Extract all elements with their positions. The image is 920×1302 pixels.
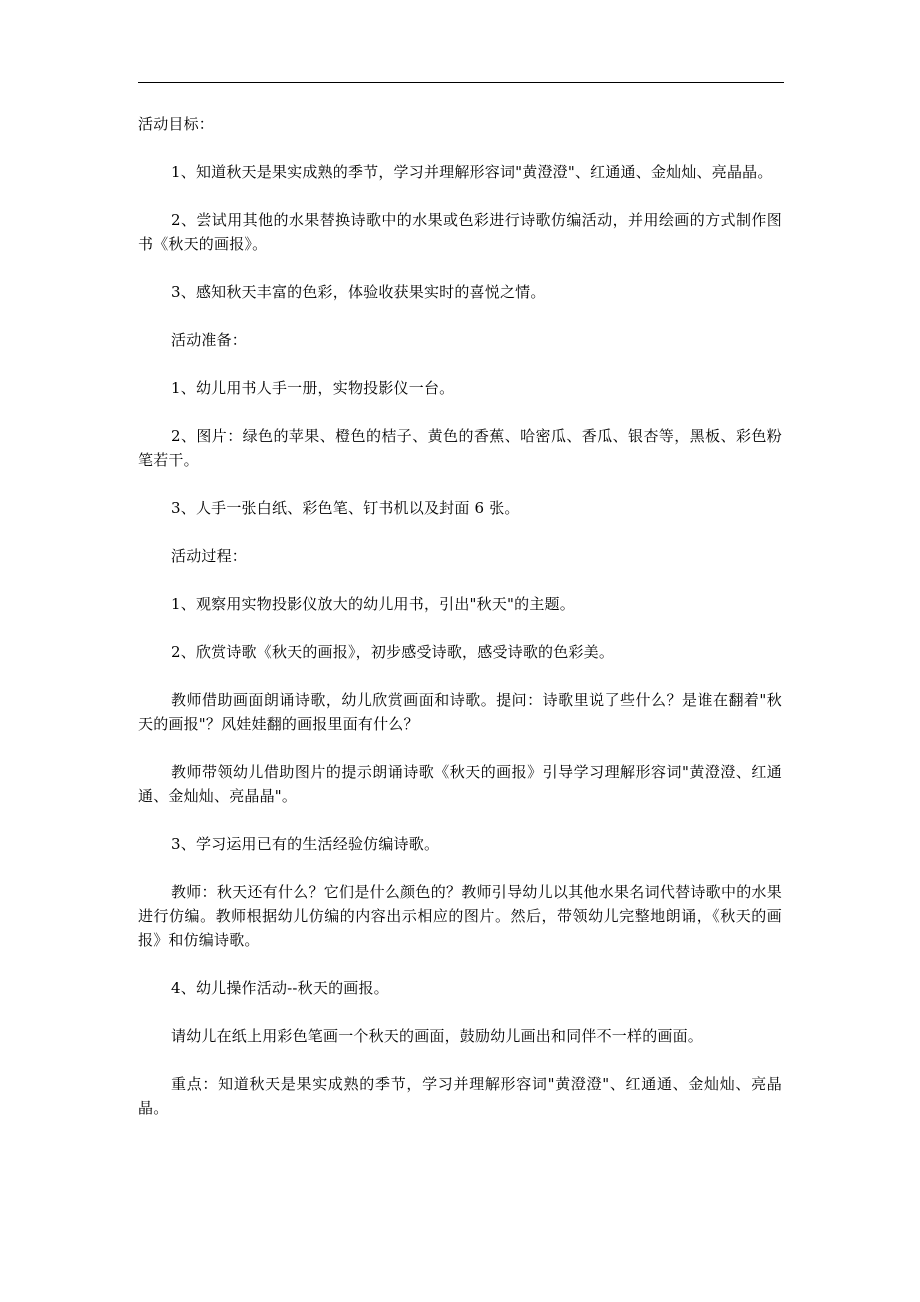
process-paragraph-8: 请幼儿在纸上用彩色笔画一个秋天的画面，鼓励幼儿画出和同伴不一样的画面。 (171, 1027, 704, 1045)
process-paragraph-6: 教师：秋天还有什么？它们是什么颜色的？教师引导幼儿以其他水果名词代替诗歌中的水果进行仿编。教师根据幼儿仿编的内容出示相应的图片。然后，带领幼儿完整地朗诵，《秋天的画报》和仿编诗歌。 (138, 883, 782, 949)
process-paragraph-4: 教师带领幼儿借助图片的提示朗诵诗歌《秋天的画报》引导学习理解形容词"黄澄澄、红通通、金灿灿、亮晶晶"。 (138, 763, 782, 805)
document-body (138, 112, 782, 1144)
process-paragraph-1: 1、观察用实物投影仪放大的幼儿用书，引出"秋天"的主题。 (171, 595, 575, 613)
prep-item-2: 2、图片：绿色的苹果、橙色的桔子、黄色的香蕉、哈密瓜、香瓜、银杏等，黑板、彩色粉笔若干。 (138, 427, 782, 469)
section-heading-prep: 活动准备： (171, 331, 248, 349)
goal-item-3: 3、感知秋天丰富的色彩，体验收获果实时的喜悦之情。 (171, 283, 546, 301)
header-rule (138, 82, 784, 83)
prep-item-1: 1、幼儿用书人手一册，实物投影仪一台。 (171, 379, 455, 397)
process-paragraph-9: 重点：知道秋天是果实成熟的季节，学习并理解形容词"黄澄澄"、红通通、金灿灿、亮晶晶。 (138, 1075, 782, 1117)
section-heading-goals: 活动目标： (138, 115, 215, 133)
process-paragraph-3: 教师借助画面朗诵诗歌，幼儿欣赏画面和诗歌。提问：诗歌里说了些什么？是谁在翻着"秋天的画报"？风娃娃翻的画报里面有什么？ (138, 691, 782, 733)
process-paragraph-7: 4、幼儿操作活动--秋天的画报。 (171, 979, 389, 997)
process-paragraph-5: 3、学习运用已有的生活经验仿编诗歌。 (171, 835, 440, 853)
goal-item-2: 2、尝试用其他的水果替换诗歌中的水果或色彩进行诗歌仿编活动，并用绘画的方式制作图书《秋天的画报》。 (138, 211, 782, 253)
section-heading-process: 活动过程： (171, 547, 248, 565)
prep-item-3: 3、人手一张白纸、彩色笔、钉书机以及封面 6 张。 (171, 499, 520, 517)
process-paragraph-2: 2、欣赏诗歌《秋天的画报》，初步感受诗歌，感受诗歌的色彩美。 (171, 643, 615, 661)
goal-item-1: 1、知道秋天是果实成熟的季节，学习并理解形容词"黄澄澄"、红通通、金灿灿、亮晶晶。 (171, 163, 773, 181)
